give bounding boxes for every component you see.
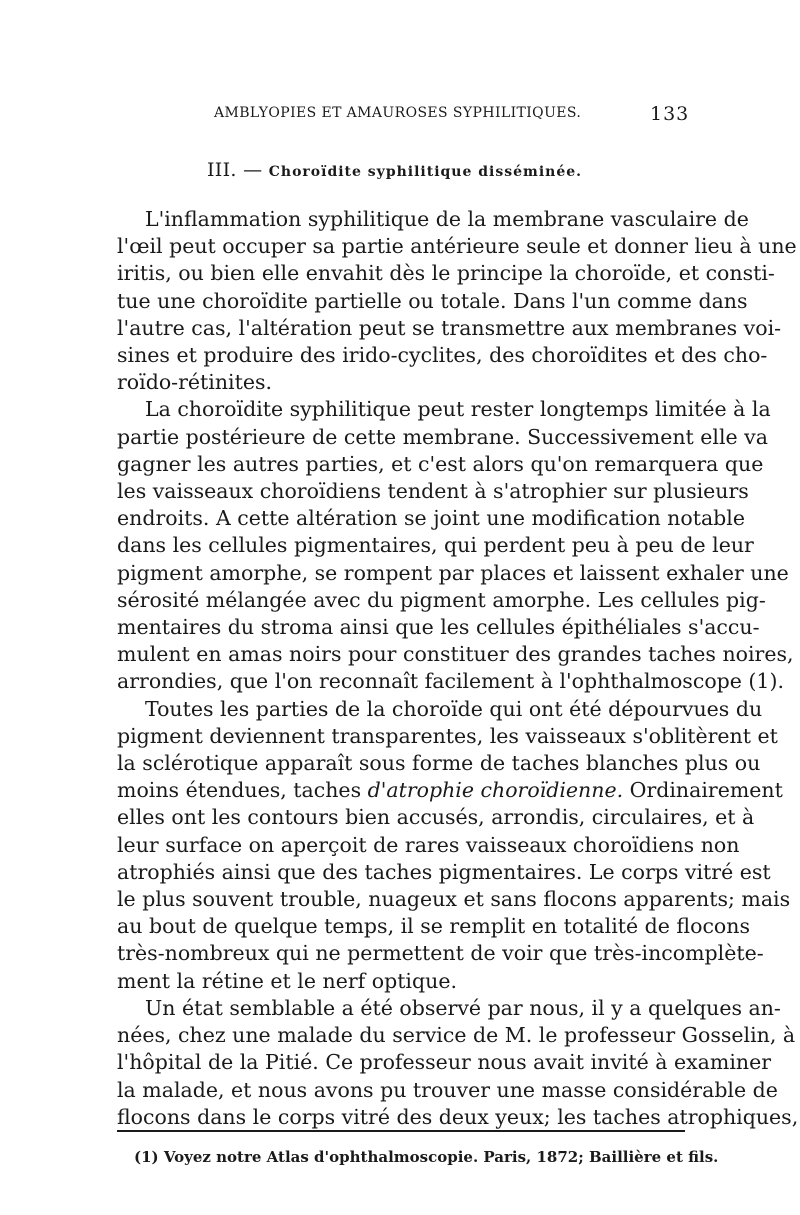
text-line: elles ont les contours bien accusés, arrondis, circulaires, et à (117, 805, 755, 830)
text-line: leur surface on aperçoit de rares vaisseaux choroïdiens non (117, 832, 740, 857)
text-line: roïdo-rétinites. (117, 370, 272, 395)
running-head: AMBLYOPIES ET AMAUROSES SYPHILITIQUES. (214, 105, 582, 121)
section-title (207, 159, 582, 181)
section-heading: Choroïdite syphilitique disséminée. (268, 164, 583, 180)
footnote-marker: (1) (134, 1148, 159, 1166)
body-text (117, 206, 799, 1131)
text-line: les vaisseaux choroïdiens tendent à s'atrophier sur plusieurs (117, 479, 749, 504)
text-line: L'inflammation syphilitique de la membrane vasculaire de (145, 207, 749, 231)
text-line: au bout de quelque temps, il se remplit en totalité de flocons (117, 914, 750, 939)
text-line: nées, chez une malade du service de M. le professeur Gosselin, à (117, 1023, 796, 1048)
italic-term: d'atrophie choroïdienne. (367, 778, 624, 803)
text-line: sines et produire des irido-cyclites, des choroïdites et des cho- (117, 343, 768, 368)
text-line: Toutes les parties de la choroïde qui ont été dépourvues du (145, 696, 763, 721)
text-line: mentaires du stroma ainsi que les cellules épithéliales s'accu- (117, 615, 760, 640)
text-line: atrophiés ainsi que des taches pigmentaires. Le corps vitré est (117, 859, 771, 884)
text-line: l'hôpital de la Pitié. Ce professeur nous avait invité à examiner (117, 1050, 772, 1075)
text-line: pigment amorphe, se rompent par places et laissent exhaler une (117, 560, 789, 585)
footnote (134, 1148, 719, 1166)
text-line: tue une choroïdite partielle ou totale. Dans l'un comme dans (117, 288, 748, 313)
text-fragment: Ordinairement (629, 778, 783, 803)
text-line: la malade, et nous avons pu trouver une masse considérable de (117, 1077, 778, 1102)
text-line: ment la rétine et le nerf optique. (117, 968, 457, 993)
text-line: la sclérotique apparaît sous forme de taches blanches plus ou (117, 751, 761, 776)
text-line: l'œil peut occuper sa partie antérieure seule et donner lieu à une (117, 234, 797, 259)
footnote-text: Voyez notre Atlas d'ophthalmoscopie. Paris, 1872; Baillière et fils. (163, 1148, 719, 1166)
text-fragment: moins étendues, taches (117, 778, 362, 803)
text-line: sérosité mélangée avec du pigment amorphe. Les cellules pig- (117, 587, 766, 612)
text-line: le plus souvent trouble, nuageux et sans flocons apparents; mais (117, 887, 791, 912)
text-line: mulent en amas noirs pour constituer des grandes taches noires, (117, 642, 794, 667)
text-line: Un état semblable a été observé par nous, il y a quelques an- (145, 995, 781, 1020)
text-line (117, 777, 783, 804)
text-line: très-nombreux qui ne permettent de voir que très-incomplète- (117, 941, 764, 966)
text-line: arrondies, que l'on reconnaît facilement à l'ophthalmoscope (1). (117, 669, 784, 694)
footnote-rule (117, 1130, 685, 1132)
text-line: partie postérieure de cette membrane. Successivement elle va (117, 424, 768, 449)
text-line: pigment deviennent transparentes, les vaisseaux s'oblitèrent et (117, 723, 778, 748)
text-line: gagner les autres parties, et c'est alors qu'on remarquera que (117, 451, 764, 476)
text-line: dans les cellules pigmentaires, qui perdent peu à peu de leur (117, 533, 754, 558)
page-number: 133 (650, 103, 690, 125)
text-line: endroits. A cette altération se joint une modification notable (117, 506, 745, 531)
text-line: iritis, ou bien elle envahit dès le principe la choroïde, et consti- (117, 261, 775, 286)
section-number: III. — (207, 159, 263, 181)
text-line: La choroïdite syphilitique peut rester longtemps limitée à la (145, 397, 771, 422)
text-line: flocons dans le corps vitré des deux yeux; les taches atrophiques, (117, 1104, 799, 1129)
text-line: l'autre cas, l'altération peut se transmettre aux membranes voi- (117, 315, 782, 340)
